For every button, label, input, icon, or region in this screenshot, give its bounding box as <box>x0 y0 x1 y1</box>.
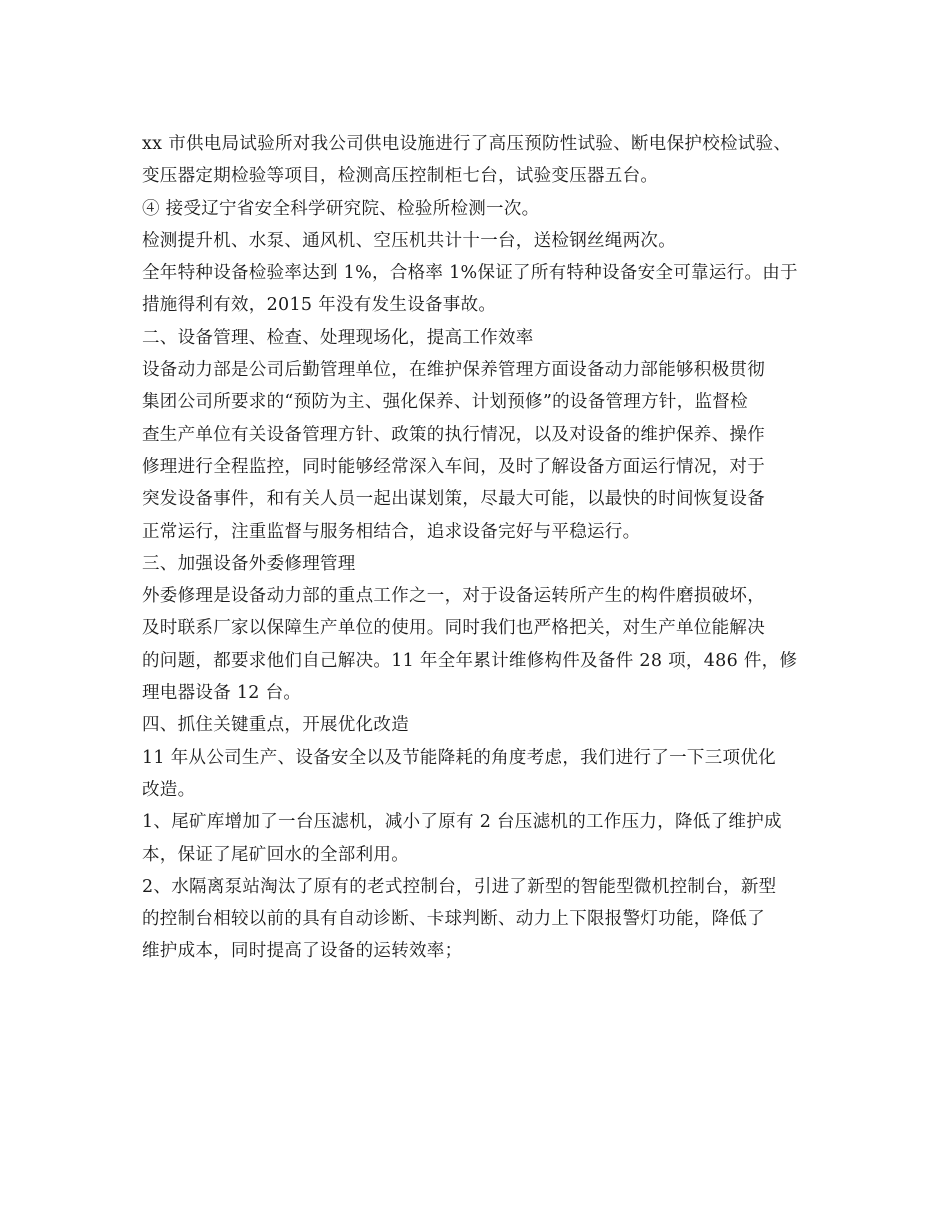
text-line: 集团公司所要求的“预防为主、强化保养、计划预修”的设备管理方针，监督检 <box>142 392 748 413</box>
text-line: xx 市供电局试验所对我公司供电设施进行了高压预防性试验、断电保护校检试验、 <box>142 134 792 154</box>
text-line: 理电器设备 12 台。 <box>142 683 302 704</box>
text-line: 查生产单位有关设备管理方针、政策的执行情况，以及对设备的维护保养、操作 <box>142 424 765 445</box>
text-line: 设备动力部是公司后勤管理单位，在维护保养管理方面设备动力部能够积极贯彻 <box>142 360 765 381</box>
document-body <box>142 128 814 968</box>
text-line: 改造。 <box>142 779 196 800</box>
text-line: 措施得利有效，2015 年没有发生设备事故。 <box>142 295 497 316</box>
section-heading: 二、设备管理、检查、处理现场化，提高工作效率 <box>142 327 534 348</box>
text-line: 修理进行全程监控，同时能够经常深入车间，及时了解设备方面运行情况，对于 <box>142 456 765 477</box>
text-line: 及时联系厂家以保障生产单位的使用。同时我们也严格把关，对生产单位能解决 <box>142 618 765 639</box>
text-line: 变压器定期检验等项目，检测高压控制柜七台，试验变压器五台。 <box>142 166 659 187</box>
text-line: 正常运行，注重监督与服务相结合，追求设备完好与平稳运行。 <box>142 521 641 542</box>
text-line: 2、水隔离泵站淘汰了原有的老式控制台，引进了新型的智能型微机控制台，新型 <box>142 876 777 897</box>
text-line: 检测提升机、水泵、通风机、空压机共计十一台，送检钢丝绳两次。 <box>142 230 676 251</box>
text-line: 本，保证了尾矿回水的全部利用。 <box>142 844 409 865</box>
text-line: 1、尾矿库增加了一台压滤机，减小了原有 2 台压滤机的工作压力，降低了维护成 <box>142 812 782 833</box>
text-line: 11 年从公司生产、设备安全以及节能降耗的角度考虑，我们进行了一下三项优化 <box>142 747 776 768</box>
text-line: 的问题，都要求他们自己解决。11 年全年累计维修构件及备件 28 项，486 件，修 <box>142 650 798 671</box>
text-line: ④ 接受辽宁省安全科学研究院、检验所检测一次。 <box>142 198 540 219</box>
section-heading: 三、加强设备外委修理管理 <box>142 553 356 574</box>
text-line: 外委修理是设备动力部的重点工作之一，对于设备运转所产生的构件磨损破坏， <box>142 586 765 607</box>
text-line: 的控制台相较以前的具有自动诊断、卡球判断、动力上下限报警灯功能，降低了 <box>142 909 765 930</box>
text-line: 全年特种设备检验率达到 1%，合格率 1%保证了所有特种设备安全可靠运行。由于 <box>142 263 798 284</box>
section-heading: 四、抓住关键重点，开展优化改造 <box>142 715 409 736</box>
text-line: 维护成本，同时提高了设备的运转效率； <box>142 941 463 962</box>
text-line: 突发设备事件，和有关人员一起出谋划策，尽最大可能，以最快的时间恢复设备 <box>142 489 765 510</box>
